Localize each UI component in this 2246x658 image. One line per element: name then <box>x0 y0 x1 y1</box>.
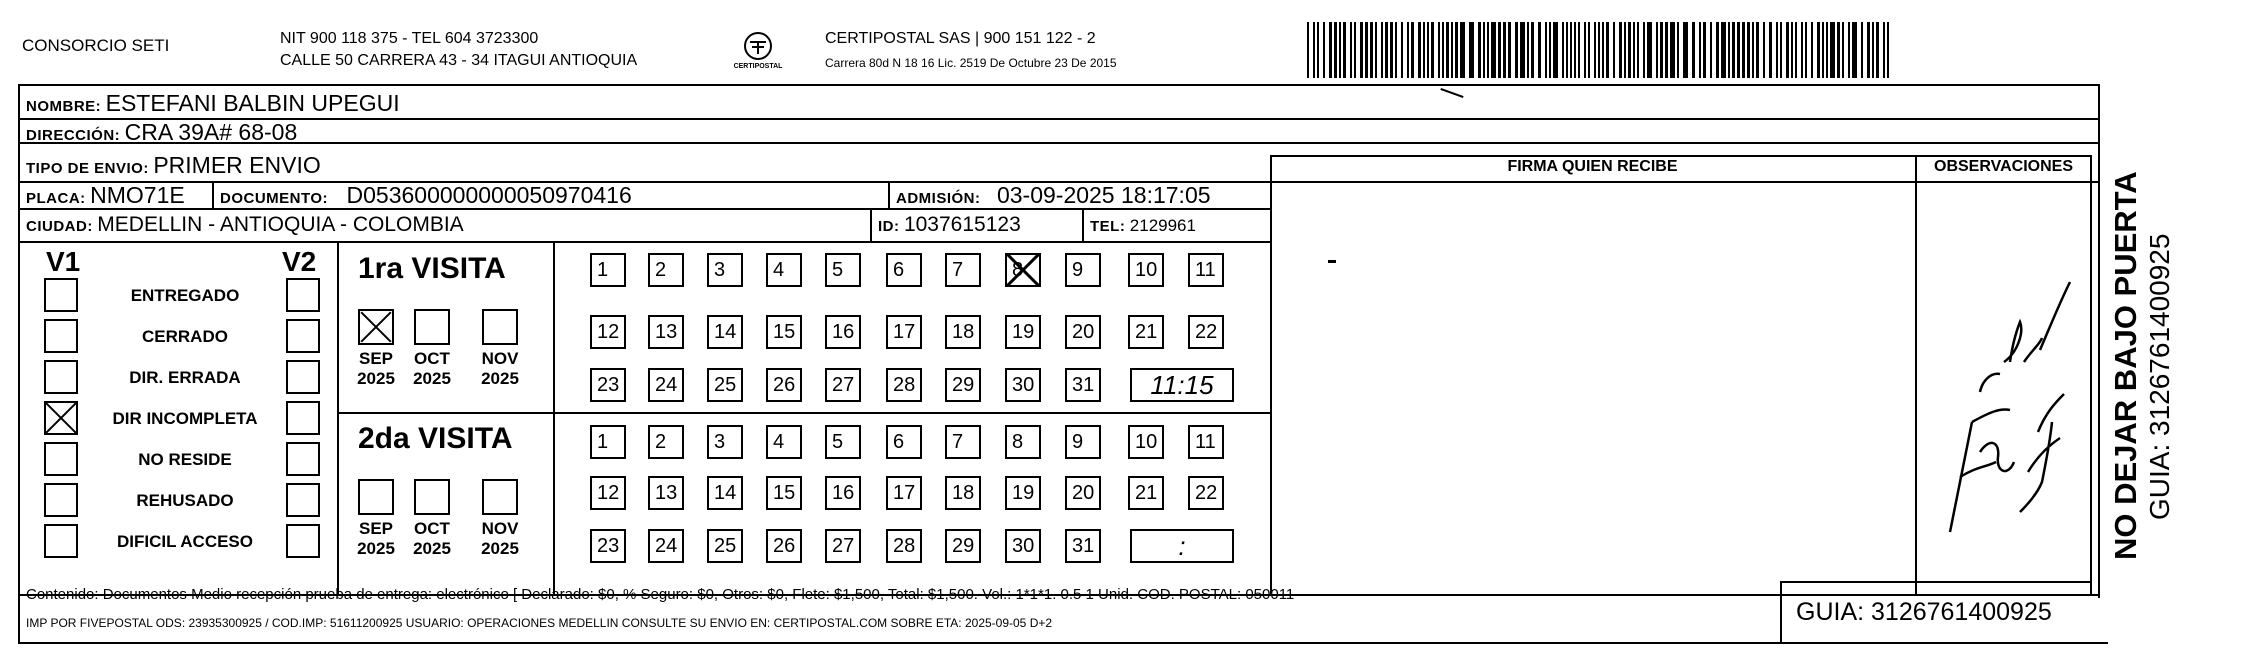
documento-field <box>220 182 632 209</box>
day-box[interactable]: 3 <box>707 425 743 459</box>
direccion-label: DIRECCIÓN: <box>26 127 121 144</box>
day-box[interactable]: 13 <box>648 315 684 349</box>
day-box[interactable]: 9 <box>1065 253 1101 287</box>
month-label <box>407 349 457 389</box>
day-box[interactable]: 31 <box>1065 529 1101 563</box>
day-box[interactable]: 1 <box>590 253 626 287</box>
day-box[interactable]: 18 <box>945 315 981 349</box>
day-box[interactable]: 23 <box>590 529 626 563</box>
day-box[interactable]: 8 <box>1005 425 1041 459</box>
day-box[interactable]: 27 <box>825 368 861 402</box>
month-year: 2025 <box>357 369 395 388</box>
day-box[interactable]: 7 <box>945 425 981 459</box>
status-v2-checkbox[interactable] <box>286 278 320 312</box>
admision-value: 03-09-2025 18:17:05 <box>996 182 1211 208</box>
month-year: 2025 <box>481 539 519 558</box>
month-checkbox[interactable] <box>414 309 450 345</box>
month-label <box>475 519 525 559</box>
day-box[interactable]: 10 <box>1128 253 1164 287</box>
month-label <box>351 349 401 389</box>
day-box[interactable]: 14 <box>707 315 743 349</box>
tipo-label: TIPO DE ENVIO: <box>26 160 149 177</box>
status-v1-checkbox[interactable] <box>44 278 78 312</box>
nombre-value: ESTEFANI BALBIN UPEGUI <box>105 90 400 116</box>
day-box[interactable]: 26 <box>766 529 802 563</box>
company-name: CONSORCIO SETI <box>22 36 170 55</box>
status-v2-checkbox[interactable] <box>286 319 320 353</box>
day-box[interactable]: 27 <box>825 529 861 563</box>
day-box[interactable]: 17 <box>886 476 922 510</box>
status-v2-checkbox[interactable] <box>286 360 320 394</box>
day-box[interactable]: 21 <box>1128 476 1164 510</box>
day-box[interactable]: 29 <box>945 529 981 563</box>
tel-field <box>1090 216 1196 236</box>
day-box[interactable]: 22 <box>1188 476 1224 510</box>
firma-header: FIRMA QUIEN RECIBE <box>1507 158 1678 175</box>
status-v1-checkbox[interactable] <box>44 401 78 435</box>
day-box[interactable]: 12 <box>590 315 626 349</box>
placa-field <box>26 182 185 209</box>
day-box[interactable]: 26 <box>766 368 802 402</box>
month-year: 2025 <box>413 369 451 388</box>
status-label: REHUSADO <box>136 491 234 510</box>
placa-value: NMO71E <box>90 182 185 208</box>
day-box[interactable]: 23 <box>590 368 626 402</box>
status-v1-checkbox[interactable] <box>44 524 78 558</box>
visit-time-box[interactable]: 11:15 <box>1130 368 1234 402</box>
barcode-mark <box>1440 88 1463 98</box>
day-box[interactable]: 19 <box>1005 315 1041 349</box>
status-v2-checkbox[interactable] <box>286 401 320 435</box>
day-box[interactable]: 11 <box>1188 253 1224 287</box>
day-box[interactable]: 24 <box>648 368 684 402</box>
documento-value: D053600000000050970416 <box>346 182 632 208</box>
visit2-title: 2da VISITA <box>358 422 513 455</box>
barcode <box>1305 22 1895 78</box>
v1-label: V1 <box>46 246 81 277</box>
tel-label: TEL: <box>1090 218 1126 235</box>
id-value: 1037615123 <box>903 213 1021 236</box>
day-box[interactable]: 13 <box>648 476 684 510</box>
day-box[interactable]: 2 <box>648 425 684 459</box>
day-box[interactable]: 6 <box>886 425 922 459</box>
ciudad-label: CIUDAD: <box>26 218 93 235</box>
month-year: 2025 <box>413 539 451 558</box>
month-label <box>351 519 401 559</box>
visit-time-box[interactable]: : <box>1130 529 1234 563</box>
day-box[interactable]: 28 <box>886 529 922 563</box>
day-box[interactable]: 4 <box>766 253 802 287</box>
tipo-value: PRIMER ENVIO <box>153 152 321 178</box>
day-box[interactable]: 3 <box>707 253 743 287</box>
visit1-title: 1ra VISITA <box>358 252 506 285</box>
day-box[interactable]: 4 <box>766 425 802 459</box>
logo-caption: CERTIPOSTAL <box>733 63 783 70</box>
status-v2-checkbox[interactable] <box>286 483 320 517</box>
month-label <box>475 349 525 389</box>
status-v2-checkbox[interactable] <box>286 442 320 476</box>
day-box[interactable]: 31 <box>1065 368 1101 402</box>
tel-value: 2129961 <box>1129 216 1196 235</box>
day-box[interactable]: 6 <box>886 253 922 287</box>
day-box[interactable]: 25 <box>707 529 743 563</box>
courier-license: Carrera 80d N 18 16 Lic. 2519 De Octubre 23 De 2015 <box>825 56 1117 70</box>
ciudad-value: MEDELLIN - ANTIOQUIA - COLOMBIA <box>97 213 464 236</box>
day-box[interactable]: 18 <box>945 476 981 510</box>
day-box[interactable]: 8 <box>1005 253 1041 287</box>
month-name: NOV <box>481 519 519 538</box>
status-v1-checkbox[interactable] <box>44 319 78 353</box>
status-v1-checkbox[interactable] <box>44 442 78 476</box>
day-box[interactable]: 20 <box>1065 315 1101 349</box>
day-box[interactable]: 24 <box>648 529 684 563</box>
footer-imp: IMP POR FIVEPOSTAL ODS: 23935300925 / COD.IMP: 51611200925 USUARIO: OPERACIONES MEDELLIN CONSULTE SU ENVIO EN: CERTIPOSTAL.COM SOBRE ETA: 2025-09-05 D+2 <box>26 616 1053 630</box>
day-box[interactable]: 15 <box>766 476 802 510</box>
status-label: CERRADO <box>142 327 228 346</box>
status-v1-checkbox[interactable] <box>44 360 78 394</box>
day-box[interactable]: 29 <box>945 368 981 402</box>
day-box[interactable]: 11 <box>1188 425 1224 459</box>
day-box[interactable]: 1 <box>590 425 626 459</box>
month-name: SEP <box>358 519 394 538</box>
day-box[interactable]: 9 <box>1065 425 1101 459</box>
day-box[interactable]: 30 <box>1005 368 1041 402</box>
status-label: DIR INCOMPLETA <box>112 409 258 428</box>
observaciones-header: OBSERVACIONES <box>1934 158 2073 175</box>
side-warning: NO DEJAR BAJO PUERTA <box>2108 171 2143 560</box>
day-box[interactable]: 16 <box>825 315 861 349</box>
id-field <box>878 213 1021 237</box>
direccion-field <box>26 119 297 146</box>
day-box[interactable]: 19 <box>1005 476 1041 510</box>
month-name: SEP <box>358 349 394 368</box>
day-box[interactable]: 14 <box>707 476 743 510</box>
month-year: 2025 <box>481 369 519 388</box>
admision-label: ADMISIÓN: <box>896 190 981 207</box>
placa-label: PLACA: <box>26 190 86 207</box>
certipostal-logo <box>728 30 788 74</box>
footer-guia: GUIA: 3126761400925 <box>1796 598 2052 626</box>
recipient-signature <box>1920 262 2090 572</box>
month-year: 2025 <box>357 539 395 558</box>
day-box[interactable]: 12 <box>590 476 626 510</box>
month-name: OCT <box>414 519 450 538</box>
day-box[interactable]: 20 <box>1065 476 1101 510</box>
documento-label: DOCUMENTO: <box>220 190 329 207</box>
nombre-label: NOMBRE: <box>26 98 102 115</box>
month-checkbox[interactable] <box>482 309 518 345</box>
status-v2-checkbox[interactable] <box>286 524 320 558</box>
month-label <box>407 519 457 559</box>
day-box[interactable]: 2 <box>648 253 684 287</box>
month-name: NOV <box>481 349 519 368</box>
month-name: OCT <box>414 349 450 368</box>
tipo-field <box>26 152 321 179</box>
day-box[interactable]: 5 <box>825 425 861 459</box>
signature-dash <box>1328 260 1336 263</box>
status-label: DIR. ERRADA <box>129 368 241 387</box>
id-label: ID: <box>878 218 900 235</box>
month-checkbox[interactable] <box>414 479 450 515</box>
direccion-value: CRA 39A# 68-08 <box>124 119 298 145</box>
day-box[interactable]: 7 <box>945 253 981 287</box>
month-checkbox[interactable] <box>358 479 394 515</box>
day-box[interactable]: 21 <box>1128 315 1164 349</box>
ciudad-field <box>26 213 464 237</box>
month-checkbox[interactable] <box>482 479 518 515</box>
company-address: CALLE 50 CARRERA 43 - 34 ITAGUI ANTIOQUIA <box>280 52 638 69</box>
day-box[interactable]: 15 <box>766 315 802 349</box>
status-v1-checkbox[interactable] <box>44 483 78 517</box>
day-box[interactable]: 30 <box>1005 529 1041 563</box>
day-box[interactable]: 28 <box>886 368 922 402</box>
month-checkbox[interactable] <box>358 309 394 345</box>
side-guia: GUIA: 3126761400925 <box>2144 233 2175 520</box>
day-box[interactable]: 16 <box>825 476 861 510</box>
day-box[interactable]: 10 <box>1128 425 1164 459</box>
admision-field <box>896 182 1211 209</box>
status-label: DIFICIL ACCESO <box>116 532 253 551</box>
day-box[interactable]: 17 <box>886 315 922 349</box>
status-label: NO RESIDE <box>138 450 232 469</box>
footer-contenido: Contenido: Documentos Medio recepción prueba de entrega: electrónico [ Declarado: $0, % Seguro: $0, Otros: $0, Flete: $1,500, Total: $1,500. Vol.: 1*1*1. 0.5 1 Unid. COD. POSTAL: 050011 <box>26 586 1295 603</box>
courier-name: CERTIPOSTAL SAS | 900 151 122 - 2 <box>825 30 1096 47</box>
status-label: ENTREGADO <box>130 286 240 305</box>
day-box[interactable]: 5 <box>825 253 861 287</box>
nit-line: NIT 900 118 375 - TEL 604 3723300 <box>280 30 539 47</box>
day-box[interactable]: 22 <box>1188 315 1224 349</box>
nombre-field <box>26 90 400 117</box>
v2-label: V2 <box>282 246 317 277</box>
day-box[interactable]: 25 <box>707 368 743 402</box>
